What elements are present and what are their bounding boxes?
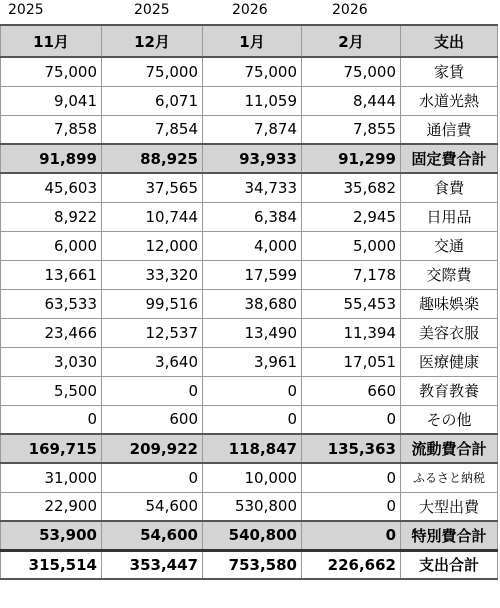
cell-value[interactable]: 530,800 xyxy=(203,492,302,521)
table-row xyxy=(1,347,498,376)
table-row xyxy=(1,260,498,289)
column-header-category[interactable]: 支出 xyxy=(401,25,498,57)
cell-value[interactable]: 13,661 xyxy=(1,260,102,289)
cell-value[interactable]: 0 xyxy=(203,376,302,405)
cell-total[interactable]: 315,514 xyxy=(1,550,102,579)
cell-value[interactable]: 9,041 xyxy=(1,86,102,115)
cell-subtotal[interactable]: 118,847 xyxy=(203,434,302,463)
cell-value[interactable]: 8,922 xyxy=(1,202,102,231)
cell-value[interactable]: 13,490 xyxy=(203,318,302,347)
cell-value[interactable]: 5,000 xyxy=(302,231,401,260)
cell-value[interactable]: 600 xyxy=(102,405,203,434)
cell-value[interactable]: 45,603 xyxy=(1,173,102,202)
cell-value[interactable]: 54,600 xyxy=(102,492,203,521)
cell-value[interactable]: 11,394 xyxy=(302,318,401,347)
cell-category-label[interactable]: 交際費 xyxy=(401,260,498,289)
cell-subtotal-label[interactable]: 固定費合計 xyxy=(401,144,498,173)
cell-value[interactable]: 0 xyxy=(203,405,302,434)
cell-value[interactable]: 75,000 xyxy=(203,57,302,86)
table-row xyxy=(1,115,498,144)
cell-value[interactable]: 4,000 xyxy=(203,231,302,260)
cell-value[interactable]: 10,744 xyxy=(102,202,203,231)
cell-category-label[interactable]: 美容衣服 xyxy=(401,318,498,347)
cell-value[interactable]: 0 xyxy=(302,492,401,521)
cell-subtotal[interactable]: 540,800 xyxy=(203,521,302,550)
subtotal-row-fixed xyxy=(1,144,498,173)
table-row xyxy=(1,86,498,115)
cell-subtotal[interactable]: 0 xyxy=(302,521,401,550)
column-header-row xyxy=(1,25,498,57)
table-row xyxy=(1,318,498,347)
cell-value[interactable]: 33,320 xyxy=(102,260,203,289)
subtotal-row-variable xyxy=(1,434,498,463)
cell-value[interactable]: 7,874 xyxy=(203,115,302,144)
column-header-month[interactable]: 1月 xyxy=(203,25,302,57)
cell-category-label[interactable]: 教育教養 xyxy=(401,376,498,405)
cell-value[interactable]: 31,000 xyxy=(1,463,102,492)
cell-value[interactable]: 0 xyxy=(302,405,401,434)
cell-total[interactable]: 753,580 xyxy=(203,550,302,579)
cell-value[interactable]: 6,384 xyxy=(203,202,302,231)
cell-value[interactable]: 3,640 xyxy=(102,347,203,376)
table-row xyxy=(1,202,498,231)
cell-value[interactable]: 75,000 xyxy=(302,57,401,86)
cell-value[interactable]: 7,855 xyxy=(302,115,401,144)
cell-subtotal[interactable]: 53,900 xyxy=(1,521,102,550)
cell-value[interactable]: 38,680 xyxy=(203,289,302,318)
table-row xyxy=(1,405,498,434)
grand-total-row xyxy=(1,550,498,579)
cell-value[interactable]: 12,000 xyxy=(102,231,203,260)
year-label: 2025 xyxy=(134,2,170,18)
cell-value[interactable]: 7,858 xyxy=(1,115,102,144)
cell-subtotal[interactable]: 169,715 xyxy=(1,434,102,463)
table-row xyxy=(1,57,498,86)
cell-value[interactable]: 75,000 xyxy=(102,57,203,86)
table-row xyxy=(1,376,498,405)
cell-subtotal[interactable]: 91,899 xyxy=(1,144,102,173)
cell-value[interactable]: 5,500 xyxy=(1,376,102,405)
cell-value[interactable]: 55,453 xyxy=(302,289,401,318)
column-header-month[interactable]: 11月 xyxy=(1,25,102,57)
cell-subtotal[interactable]: 93,933 xyxy=(203,144,302,173)
column-header-month[interactable]: 12月 xyxy=(102,25,203,57)
column-header-month[interactable]: 2月 xyxy=(302,25,401,57)
cell-value[interactable]: 0 xyxy=(1,405,102,434)
table-row xyxy=(1,463,498,492)
cell-subtotal[interactable]: 54,600 xyxy=(102,521,203,550)
cell-value[interactable]: 0 xyxy=(102,376,203,405)
cell-value[interactable]: 63,533 xyxy=(1,289,102,318)
cell-value[interactable]: 2,945 xyxy=(302,202,401,231)
cell-category-label[interactable]: ふるさと納税 xyxy=(401,463,498,492)
year-label: 2026 xyxy=(332,2,368,18)
cell-category-label[interactable]: 水道光熱 xyxy=(401,86,498,115)
table-row xyxy=(1,173,498,202)
cell-subtotal-label[interactable]: 流動費合計 xyxy=(401,434,498,463)
cell-value[interactable]: 660 xyxy=(302,376,401,405)
year-header-row xyxy=(0,0,500,24)
cell-value[interactable]: 35,682 xyxy=(302,173,401,202)
cell-category-label[interactable]: 通信費 xyxy=(401,115,498,144)
cell-total-label[interactable]: 支出合計 xyxy=(401,550,498,579)
cell-value[interactable]: 0 xyxy=(302,463,401,492)
cell-value[interactable]: 17,051 xyxy=(302,347,401,376)
cell-category-label[interactable]: 交通 xyxy=(401,231,498,260)
cell-value[interactable]: 7,854 xyxy=(102,115,203,144)
cell-value[interactable]: 75,000 xyxy=(1,57,102,86)
cell-subtotal-label[interactable]: 特別費合計 xyxy=(401,521,498,550)
table-row xyxy=(1,492,498,521)
cell-category-label[interactable]: 医療健康 xyxy=(401,347,498,376)
cell-value[interactable]: 10,000 xyxy=(203,463,302,492)
expense-table xyxy=(0,24,498,580)
cell-total[interactable]: 353,447 xyxy=(102,550,203,579)
cell-value[interactable]: 12,537 xyxy=(102,318,203,347)
subtotal-row-special xyxy=(1,521,498,550)
cell-value[interactable]: 11,059 xyxy=(203,86,302,115)
cell-value[interactable]: 34,733 xyxy=(203,173,302,202)
cell-value[interactable]: 8,444 xyxy=(302,86,401,115)
cell-category-label[interactable]: 家賃 xyxy=(401,57,498,86)
cell-subtotal[interactable]: 88,925 xyxy=(102,144,203,173)
cell-category-label[interactable]: 大型出費 xyxy=(401,492,498,521)
cell-value[interactable]: 17,599 xyxy=(203,260,302,289)
cell-category-label[interactable]: 趣味娯楽 xyxy=(401,289,498,318)
cell-value[interactable]: 7,178 xyxy=(302,260,401,289)
cell-subtotal[interactable]: 209,922 xyxy=(102,434,203,463)
cell-category-label[interactable]: その他 xyxy=(401,405,498,434)
year-label: 2025 xyxy=(8,2,44,18)
cell-value[interactable]: 6,071 xyxy=(102,86,203,115)
table-row xyxy=(1,231,498,260)
cell-value[interactable]: 99,516 xyxy=(102,289,203,318)
year-label: 2026 xyxy=(232,2,268,18)
cell-value[interactable]: 3,961 xyxy=(203,347,302,376)
cell-category-label[interactable]: 日用品 xyxy=(401,202,498,231)
cell-value[interactable]: 0 xyxy=(102,463,203,492)
cell-value[interactable]: 23,466 xyxy=(1,318,102,347)
cell-subtotal[interactable]: 135,363 xyxy=(302,434,401,463)
cell-category-label[interactable]: 食費 xyxy=(401,173,498,202)
cell-value[interactable]: 3,030 xyxy=(1,347,102,376)
cell-value[interactable]: 6,000 xyxy=(1,231,102,260)
cell-value[interactable]: 37,565 xyxy=(102,173,203,202)
cell-total[interactable]: 226,662 xyxy=(302,550,401,579)
cell-subtotal[interactable]: 91,299 xyxy=(302,144,401,173)
cell-value[interactable]: 22,900 xyxy=(1,492,102,521)
table-row xyxy=(1,289,498,318)
